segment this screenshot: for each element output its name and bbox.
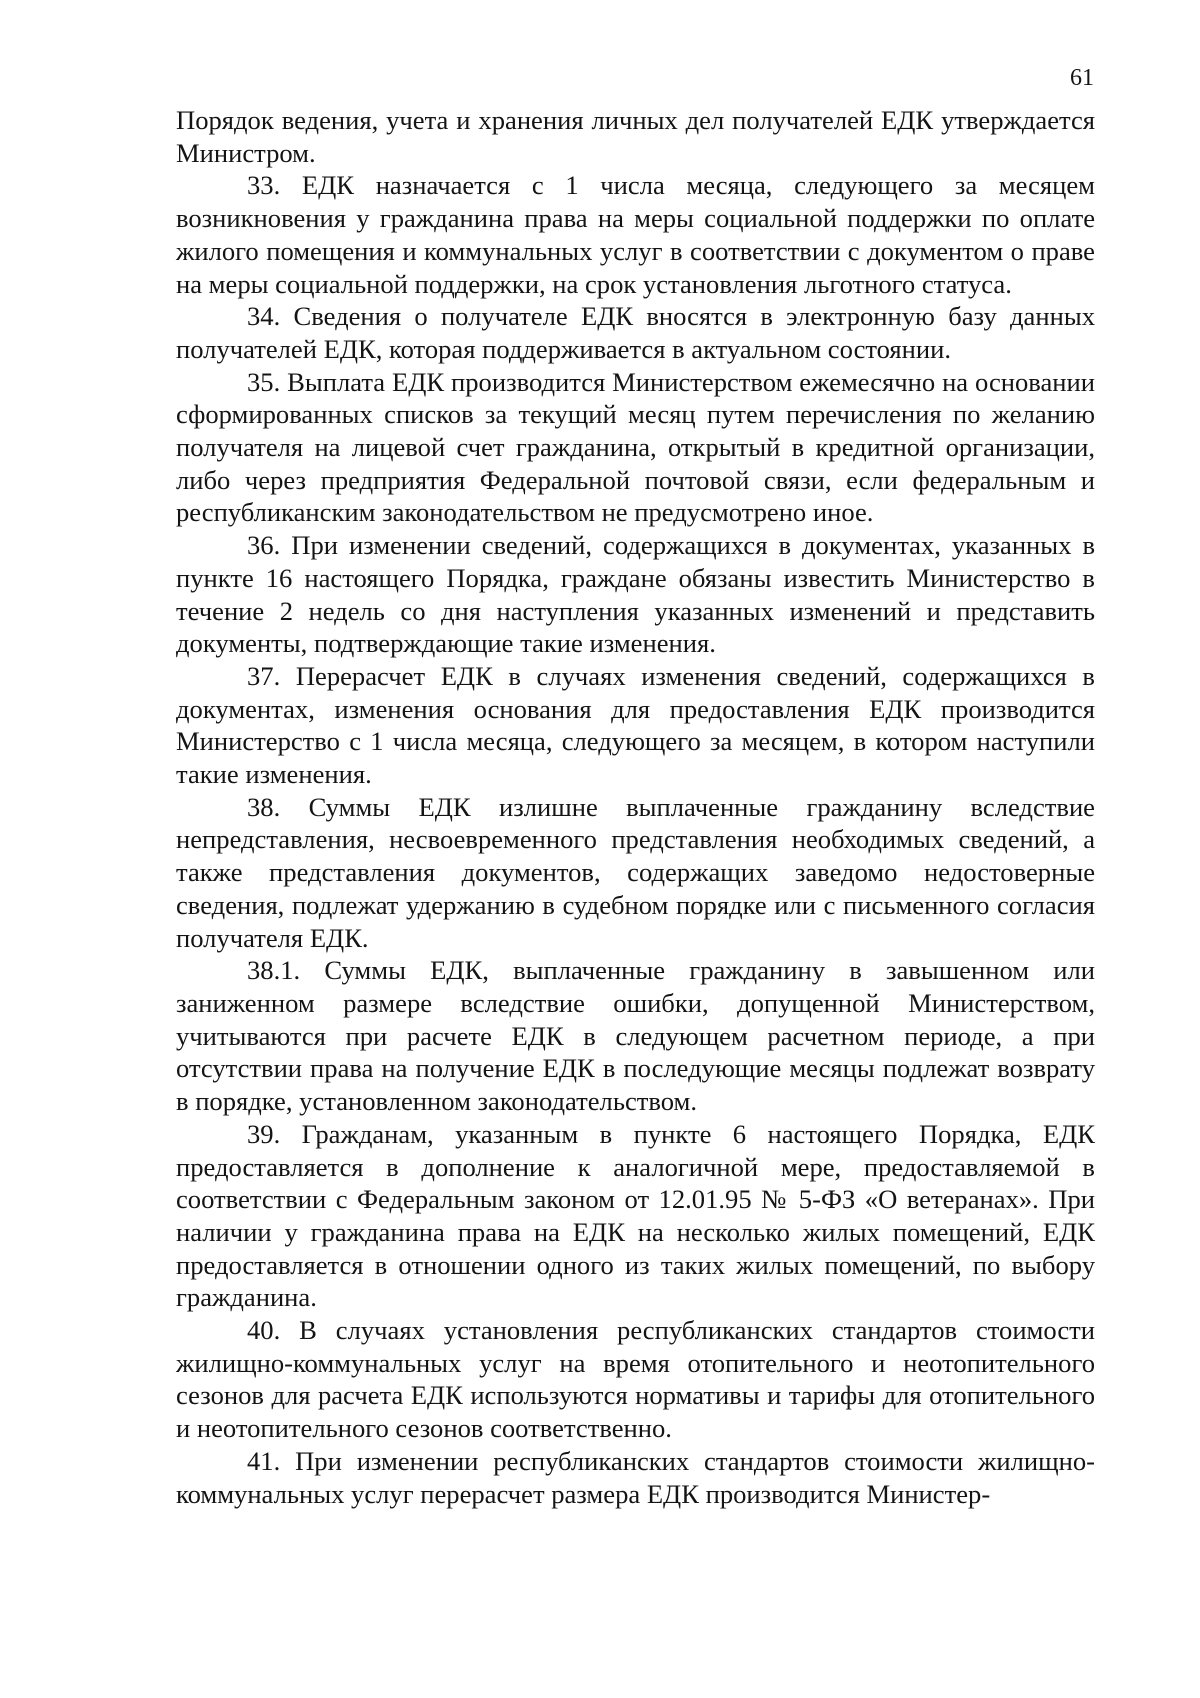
paragraph-38-1: 38.1. Суммы ЕДК, выплаченные гражданину в завышенном или заниженном размере вследствие ошибки, допущенной Министерством, учитываются при расчете ЕДК в следующем расчетном периоде, а при отсутствии права на получение ЕДК в последующие месяцы подлежат возврату в порядке, установленном законодательством. [176,955,1095,1117]
paragraph-41: 41. При изменении республиканских стандартов стоимости жилищно-коммунальных услуг перерасчет размера ЕДК производится Министер- [176,1445,1095,1509]
paragraph-38: 38. Суммы ЕДК излишне выплаченные гражданину вследствие непредставления, несвоевременного представления необходимых сведений, а также представления документов, содержащих заведомо недостоверные сведения, подлежат удержанию в судебном порядке или с письменного согласия получателя ЕДК. [176,791,1095,953]
paragraph-40: 40. В случаях установления республиканских стандартов стоимости жилищно-коммунальных услуг на время отопительного и неотопительного сезонов для расчета ЕДК используются нормативы и тарифы для отопительного и неотопительного сезонов соответственно. [176,1315,1095,1444]
paragraph-39: 39. Гражданам, указанным в пункте 6 настоящего Порядка, ЕДК предоставляется в дополнение к аналогичной мере, предоставляемой в соответствии с Федеральным законом от 12.01.95 № 5-ФЗ «О ветеранах». При наличии у гражданина права на ЕДК на несколько жилых помещений, ЕДК предоставляется в отношении одного из таких жилых помещений, по выбору гражданина. [176,1118,1095,1313]
text-body [176,104,1095,1510]
page-number: 61 [1070,65,1094,91]
paragraph-33: 33. ЕДК назначается с 1 числа месяца, следующего за месяцем возникновения у гражданина права на меры социальной поддержки по оплате жилого помещения и коммунальных услуг в соответствии с документом о праве на меры социальной поддержки, на срок установления льготного статуса. [176,170,1095,299]
paragraph-36: 36. При изменении сведений, содержащихся в документах, указанных в пункте 16 настоящего Порядка, граждане обязаны известить Министерство в течение 2 недель со дня наступления указанных изменений и представить документы, подтверждающие такие изменения. [176,530,1095,659]
paragraph-34: 34. Сведения о получателе ЕДК вносятся в электронную базу данных получателей ЕДК, которая поддерживается в актуальном состоянии. [176,301,1095,364]
paragraph-37: 37. Перерасчет ЕДК в случаях изменения сведений, содержащихся в документах, изменения основания для предоставления ЕДК производится Министерство с 1 числа месяца, следующего за месяцем, в котором наступили такие изменения. [176,660,1095,790]
paragraph-35: 35. Выплата ЕДК производится Министерством ежемесячно на основании сформированных списков за текущий месяц путем перечисления по желанию получателя на лицевой счет гражданина, открытый в кредитной организации, либо через предприятия Федеральной почтовой связи, если федеральным и республиканским законодательством не предусмотрено иное. [176,366,1095,528]
paragraph-continuation: Порядок ведения, учета и хранения личных дел получателей ЕДК утверждается Министром. [176,105,1095,168]
